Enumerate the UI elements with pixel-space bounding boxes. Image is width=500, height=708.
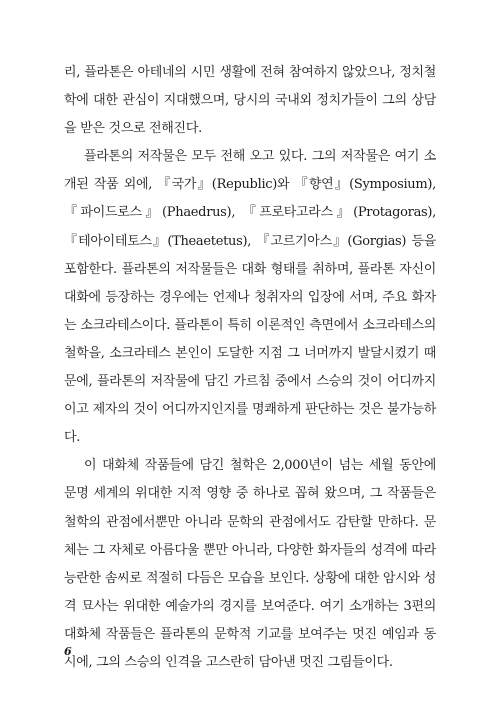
paragraph-works: 플라톤의 저작물은 모두 전해 오고 있다. 그의 저작물은 여기 소개된 작품 외에, 『국가』(Republic)와 『향연』(Symposium), 『파이드로스』(Phaedrus), 『프로타고라스』(Protagoras), 『테아이테토스』(Theaetetus), 『고르기아스』(Gorgias) 등을 포함한다. 플라톤의 저작물들은 대화 형태를 취하며, 플라톤 자신이 대화에 등장하는 경우에는 언제나 청취자의 입장에 서며, 주요 화자는 소크라테스이다. 플라톤이 특히 이론적인 측면에서 소크라테스의 철학을, 소크라테스 본인이 도달한 지점 그 너머까지 발달시켰기 때문에, 플라톤의 저작물에 담긴 가르침 중에서 스승의 것이 어디까지이고 제자의 것이 어디까지인지를 명쾌하게 판단하는 것은 불가능하다. [64,149,436,446]
body-text [64,59,436,677]
paragraph-philosophy: 이 대화체 작품들에 담긴 철학은 2,000년이 넘는 세월 동안에 문명 세계의 위대한 지적 영향 중 하나로 꼽혀 왔으며, 그 작품들은 철학의 관점에서뿐만 아니라 문학의 관점에서도 감탄할 만하다. 문체는 그 자체로 아름다울 뿐만 아니라, 다양한 화자들의 성격에 따라 능란한 솜씨로 적절히 다듬은 모습을 보인다. 상황에 대한 암시와 성격 묘사는 위대한 예술가의 경지를 보여준다. 여기 소개하는 3편의 대화체 작품들은 플라톤의 문학적 기교를 보여주는 멋진 예임과 동시에, 그의 스승의 인격을 고스란히 담아낸 멋진 그림들이다. [64,458,436,670]
paragraph-continued: 리, 플라톤은 아테네의 시민 생활에 전혀 참여하지 않았으나, 정치철학에 대한 관심이 지대했으며, 당시의 국내외 정치가들이 그의 상담을 받은 것으로 전해진다. [64,65,436,137]
page-number: 6 [64,645,72,658]
